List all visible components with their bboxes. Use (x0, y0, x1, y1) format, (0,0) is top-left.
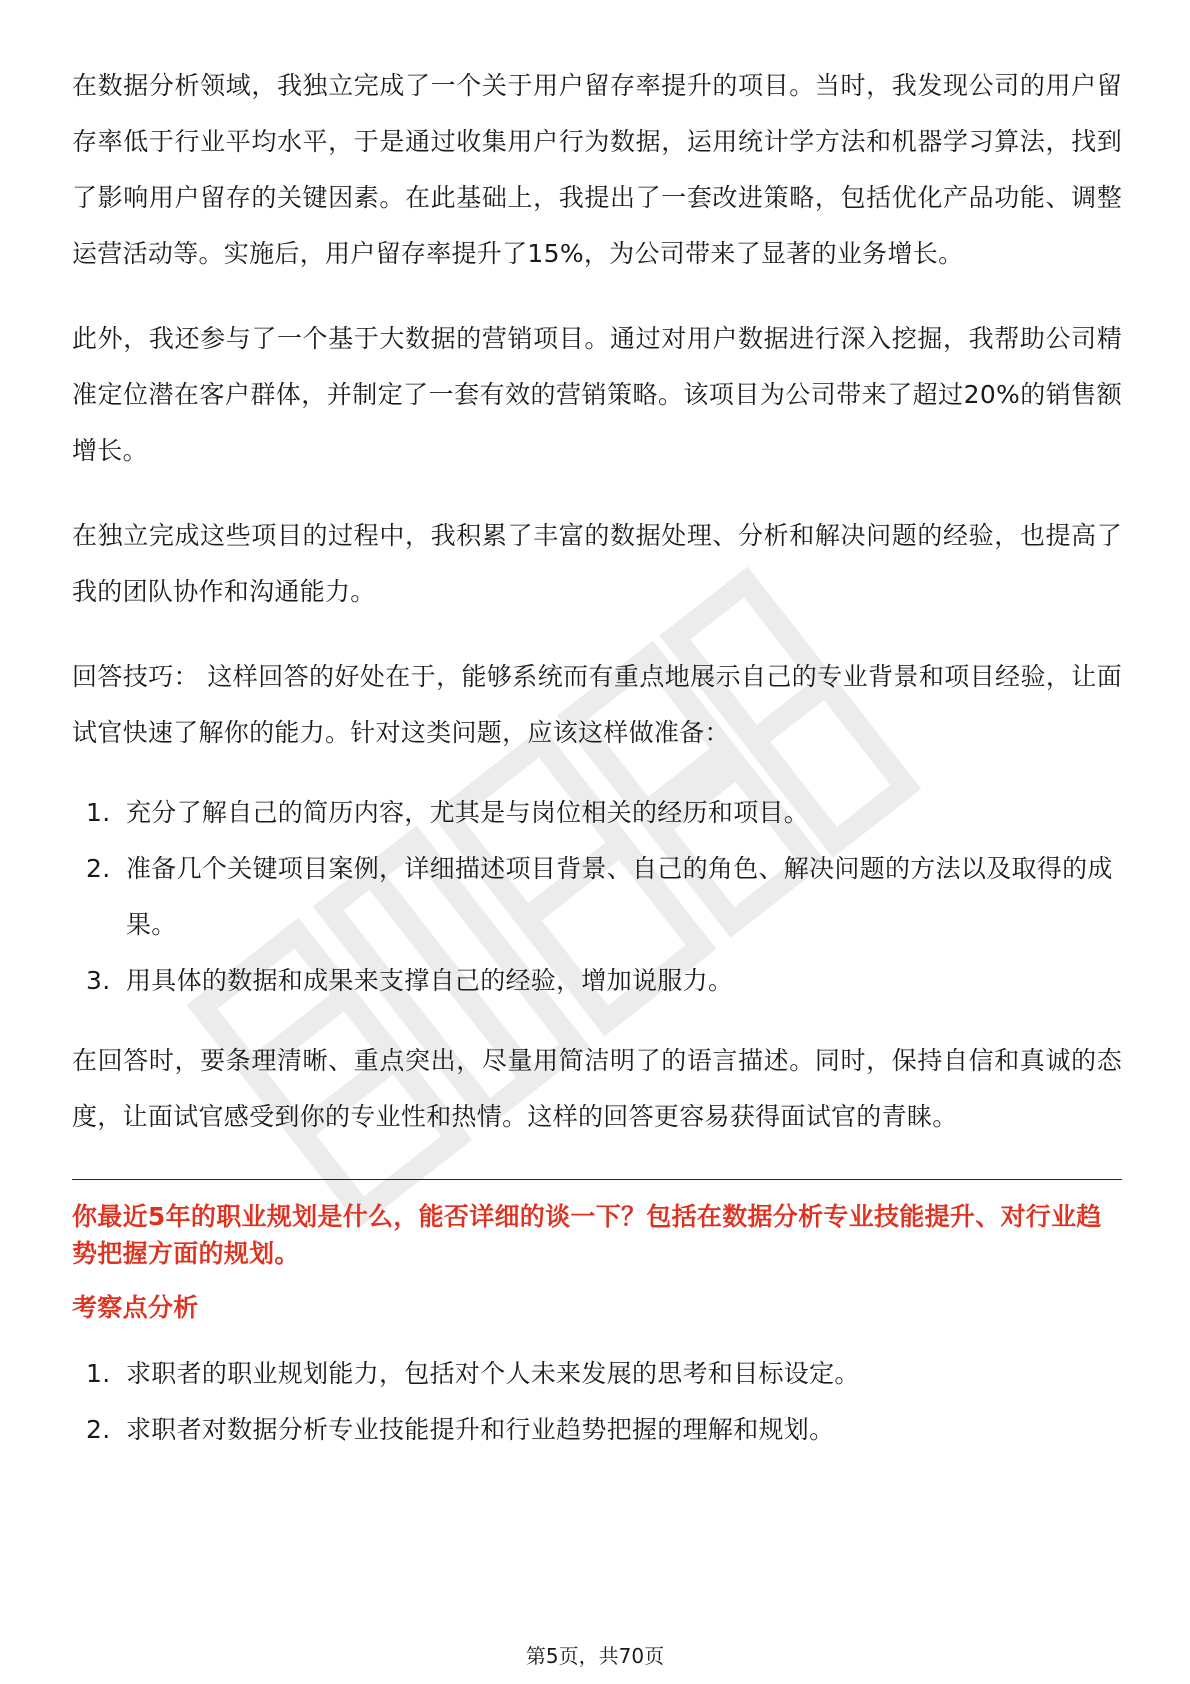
assessment-points-list (72, 1346, 1122, 1458)
paragraph-user-retention: 在数据分析领域，我独立完成了一个关于用户留存率提升的项目。当时，我发现公司的用户留存率低于行业平均水平，于是通过收集用户行为数据，运用统计学方法和机器学习算法，找到了影响用户留存的关键因素。在此基础上，我提出了一套改进策略，包括优化产品功能、调整运营活动等。实施后，用户留存率提升了15%，为公司带来了显著的业务增长。 (72, 71, 1122, 268)
paragraph-answer-advice: 在回答时，要条理清晰、重点突出，尽量用简洁明了的语言描述。同时，保持自信和真诚的态度，让面试官感受到你的专业性和热情。这样的回答更容易获得面试官的青睐。 (72, 1046, 1122, 1131)
list-item (72, 1346, 1122, 1402)
page-content (72, 58, 1122, 1458)
paragraph-experience-summary: 在独立完成这些项目的过程中，我积累了丰富的数据处理、分析和解决问题的经验，也提高了我的团队协作和沟通能力。 (72, 521, 1122, 606)
list-item-number: 2. (86, 854, 111, 883)
list-item-text: 用具体的数据和成果来支撑自己的经验，增加说服力。 (126, 966, 734, 995)
list-item (72, 1402, 1122, 1458)
question-title: 你最近5年的职业规划是什么，能否详细的谈一下？包括在数据分析专业技能提升、对行业趋势把握方面的规划。 (72, 1202, 1102, 1268)
page-number: 第5页，共70页 (525, 1644, 665, 1668)
list-item-number: 1. (86, 1359, 111, 1388)
section-title: 考察点分析 (72, 1293, 199, 1322)
tips-list (72, 785, 1122, 1009)
paragraph-marketing-project: 此外，我还参与了一个基于大数据的营销项目。通过对用户数据进行深入挖掘，我帮助公司精准定位潜在客户群体，并制定了一套有效的营销策略。该项目为公司带来了超过20%的销售额增长。 (72, 324, 1122, 465)
list-item-text: 准备几个关键项目案例，详细描述项目背景、自己的角色、解决问题的方法以及取得的成果。 (126, 854, 1113, 939)
list-item-text: 充分了解自己的简历内容，尤其是与岗位相关的经历和项目。 (126, 798, 810, 827)
list-item-text: 求职者对数据分析专业技能提升和行业趋势把握的理解和规划。 (126, 1415, 835, 1444)
list-item (72, 841, 1122, 953)
list-item-number: 1. (86, 798, 111, 827)
list-item-number: 3. (86, 966, 111, 995)
list-item-number: 2. (86, 1415, 111, 1444)
list-item (72, 785, 1122, 841)
list-item (72, 953, 1122, 1009)
paragraph-answer-tips: 回答技巧： 这样回答的好处在于，能够系统而有重点地展示自己的专业背景和项目经验，让面试官快速了解你的能力。针对这类问题，应该这样做准备： (72, 662, 1122, 747)
list-item-text: 求职者的职业规划能力，包括对个人未来发展的思考和目标设定。 (126, 1359, 860, 1388)
